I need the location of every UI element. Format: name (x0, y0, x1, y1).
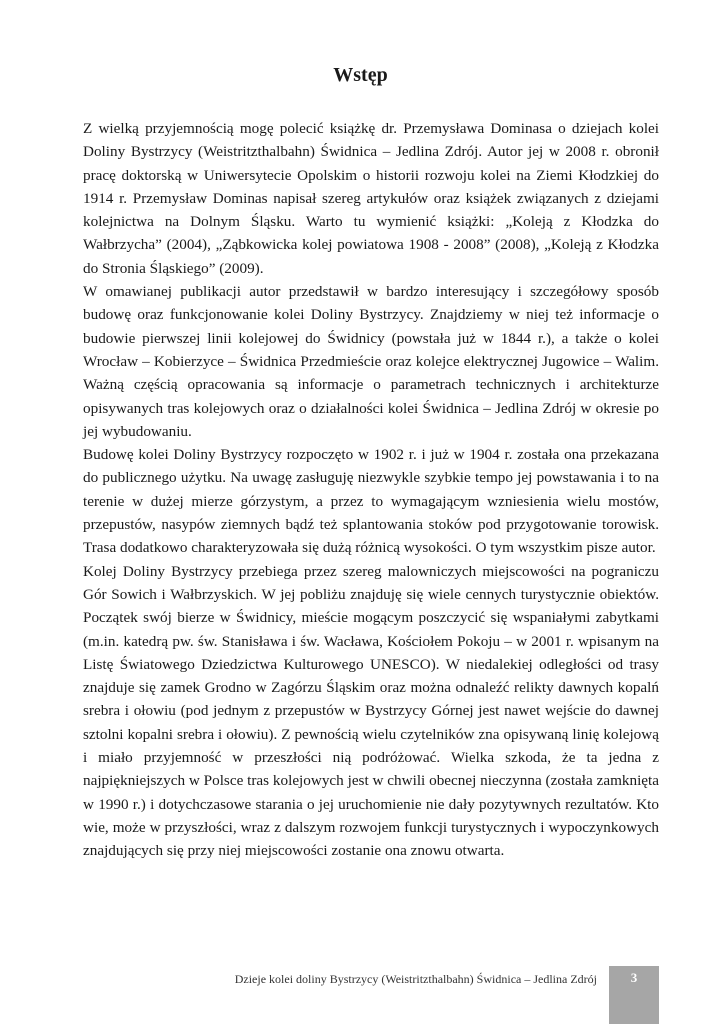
running-footer: Dzieje kolei doliny Bystrzycy (Weistritzthalbahn) Świdnica – Jedlina Zdrój (234, 972, 597, 986)
paragraph: W omawianej publikacji autor przedstawił w bardzo interesujący i szczegółowy sposób budowę oraz funkcjonowanie kolei Doliny Bystrzycy. Znajdziemy w niej też informacje o budowie pierwszej linii kolejowej do Świdnicy (powstała już w 1844 r.), a także o kolei Wrocław – Kobierzyce – Świdnica Przedmieście oraz kolejce elektrycznej Jugowice – Walim. Ważną częścią opracowania są informacje o parametrach technicznych i architekturze opisywanych tras kolejowych oraz o działalności kolei Świdnica – Jedlina Zdrój w okresie po jej wybudowaniu. (83, 283, 659, 440)
paragraph: Z wielką przyjemnością mogę polecić książkę dr. Przemysława Dominasa o dziejach kolei Doliny Bystrzycy (Weistritzthalbahn) Świdnica – Jedlina Zdrój. Autor jej w 2008 r. obronił pracę doktorską w Uniwersytecie Opolskim o historii rozwoju kolei na Ziemi Kłodzkiej do 1914 r. Przemysław Dominas napisał szereg artykułów oraz książek związanych z dziejami kolejnictwa na Dolnym Śląsku. Warto tu wymienić książki: „Koleją z Kłodzka do Wałbrzycha” (2004), „Ząbkowicka kolej powiatowa 1908 - 2008” (2008), „Koleją z Kłodzka do Stronia Śląskiego” (2009). (83, 120, 659, 277)
body-text (83, 117, 659, 863)
paragraph: Kolej Doliny Bystrzycy przebiega przez szereg malowniczych miejscowości na pograniczu Gór Sowich i Wałbrzyskich. W jej pobliżu znajduję się wiele cennych turystycznie obiektów. Początek swój bierze w Świdnicy, mieście mogącym poszczycić się wspaniałymi zabytkami (m.in. katedrą pw. św. Stanisława i św. Wacława, Kościołem Pokoju – w 2001 r. wpisanym na Listę Światowego Dziedzictwa Kulturowego UNESCO). W niedalekiej odległości od trasy znajduje się zamek Grodno w Zagórzu Śląskim oraz można odnaleźć relikty dawnych kopalń srebra i ołowiu (pod jednym z przepustów w Bystrzycy Górnej jest nawet wejście do dawnej sztolni kopalni srebra i ołowiu). Z pewnością wielu czytelników zna opisywaną linię kolejową i miało przyjemność w przeszłości nią podróżować. Wielka szkoda, że ta jedna z najpiękniejszych w Polsce tras kolejowych jest w chwili obecnej nieczynna (została zamknięta w 1990 r.) i dotychczasowe starania o jej uruchomienie nie dały pozytywnych rezultatów. Kto wie, może w przyszłości, wraz z dalszym rozwojem funkcji turystycznych i wypoczynkowych znajdujących się przy niej miejscowości zostanie ona znowu otwarta. (83, 562, 659, 860)
page-title: Wstęp (333, 64, 388, 86)
page-number: 3 (630, 970, 638, 985)
paragraph: Budowę kolei Doliny Bystrzycy rozpoczęto w 1902 r. i już w 1904 r. została ona przekazana do publicznego użytku. Na uwagę zasługuję niezwykle szybkie tempo jej powstawania i to na terenie w dużej mierze górzystym, a przez to wymagającym wzniesienia wielu mostów, przepustów, nasypów ziemnych bądź też splantowania stoków pod przygotowanie torowisk. Trasa dodatkowo charakteryzowała się dużą różnicą wysokości. O tym wszystkim pisze autor. (83, 446, 659, 557)
page-number-box (609, 966, 659, 1024)
